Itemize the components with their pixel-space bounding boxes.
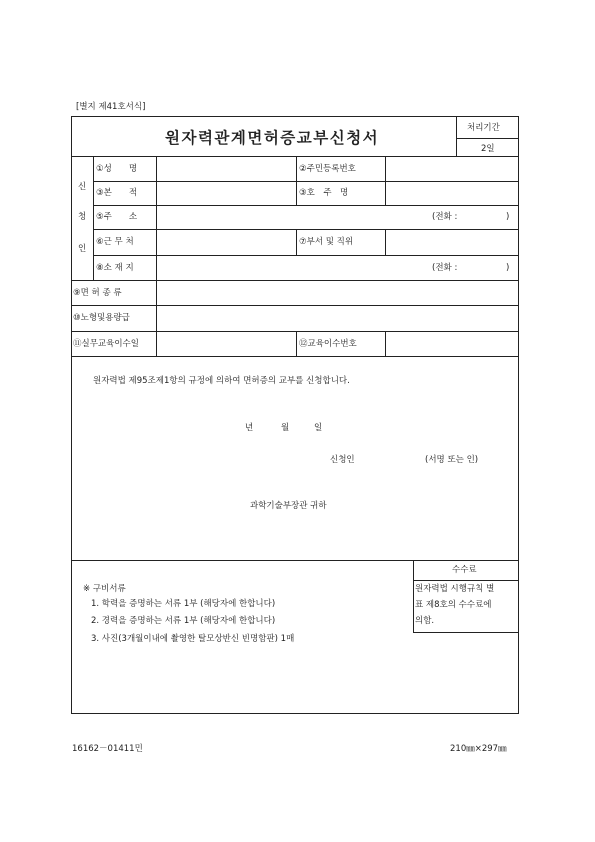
addressee: 과학기술부장관 귀하 xyxy=(250,501,327,511)
applicant-label-1: 신 xyxy=(78,182,87,192)
applicant-signature-label: 신청인 xyxy=(330,455,355,465)
divider xyxy=(71,331,519,332)
resident-no-field[interactable] xyxy=(387,158,517,179)
divider xyxy=(71,356,519,357)
household-head-field[interactable] xyxy=(387,183,517,203)
processing-period-label: 처리기간 xyxy=(467,123,500,133)
divider xyxy=(296,331,297,356)
capacity-field[interactable] xyxy=(158,307,517,329)
application-statement: 원자력법 제95조제1항의 규정에 의하여 면허증의 교부를 신청합니다. xyxy=(93,376,350,386)
divider xyxy=(456,138,519,139)
divider xyxy=(93,156,94,280)
divider xyxy=(296,229,297,255)
form-code: 16162－01411민 xyxy=(72,744,143,754)
divider xyxy=(385,229,386,255)
dept-position-label: ⑦부서 및 직위 xyxy=(299,237,354,247)
training-no-field[interactable] xyxy=(387,333,517,354)
divider xyxy=(156,156,157,356)
divider xyxy=(71,280,519,281)
form-title: 원자력관계면허증교부신청서 xyxy=(165,129,380,147)
paper-size: 210㎜×297㎜ xyxy=(450,744,507,754)
divider xyxy=(385,156,386,205)
location-field[interactable] xyxy=(158,257,428,278)
address-field[interactable] xyxy=(158,207,428,227)
signature-note: (서명 또는 인) xyxy=(425,455,479,465)
required-documents-heading: ※ 구비서류 xyxy=(83,584,126,594)
fee-description-line: 표 제8호의 수수료에 xyxy=(415,600,492,610)
fee-description-line: 의함. xyxy=(415,616,435,626)
license-type-field[interactable] xyxy=(158,282,517,303)
address-phone-field[interactable] xyxy=(468,207,504,227)
divider xyxy=(413,632,519,633)
location-phone-close: ) xyxy=(506,263,510,273)
address-phone-label: (전화 : xyxy=(432,212,458,222)
capacity-label: ⑩노형및용량급 xyxy=(73,313,130,323)
divider xyxy=(71,560,519,561)
domicile-label: ③본 적 xyxy=(96,188,138,198)
fee-label: 수수료 xyxy=(452,565,477,575)
fee-description-line: 원자력법 시행규칙 별 xyxy=(415,584,495,594)
name-label: ①성 명 xyxy=(96,164,138,174)
required-document-item: 1. 학력을 증명하는 서류 1부 (해당자에 한합니다) xyxy=(91,599,276,609)
applicant-label-3: 인 xyxy=(78,244,87,254)
date-year-label: 년 xyxy=(245,423,254,433)
workplace-label: ⑥근 무 처 xyxy=(96,237,134,247)
training-date-label: ⑪실무교육이수일 xyxy=(73,339,139,349)
divider xyxy=(71,156,519,157)
required-document-item: 2. 경력을 증명하는 서류 1부 (해당자에 한합니다) xyxy=(91,616,276,626)
resident-no-label: ②주민등록번호 xyxy=(299,164,356,174)
location-phone-label: (전화 : xyxy=(432,263,458,273)
divider xyxy=(296,156,297,205)
training-no-label: ⑫교육이수번호 xyxy=(299,339,357,349)
address-label: ⑤주 소 xyxy=(96,212,138,222)
processing-period-value: 2일 xyxy=(481,144,495,154)
location-label: ⑧소 재 지 xyxy=(96,263,134,273)
domicile-field[interactable] xyxy=(158,183,294,203)
divider xyxy=(413,580,519,581)
form-number: [별지 제41호서식] xyxy=(76,102,146,112)
location-phone-field[interactable] xyxy=(468,257,504,278)
date-day-label: 일 xyxy=(314,423,323,433)
license-type-label: ⑨면 허 종 류 xyxy=(73,288,122,298)
divider xyxy=(385,331,386,356)
signature-field[interactable] xyxy=(362,450,422,468)
household-head-label: ③호 주 명 xyxy=(299,188,349,198)
applicant-label-2: 청 xyxy=(78,212,87,222)
required-document-item: 3. 사진(3개월이내에 촬영한 탈모상반신 빈명함판) 1매 xyxy=(91,634,295,644)
divider xyxy=(71,305,519,306)
address-phone-close: ) xyxy=(506,212,510,222)
date-month-label: 월 xyxy=(281,423,290,433)
workplace-field[interactable] xyxy=(158,231,294,253)
divider xyxy=(456,117,457,157)
name-field[interactable] xyxy=(158,158,294,179)
divider xyxy=(413,560,414,632)
dept-position-field[interactable] xyxy=(387,231,517,253)
training-date-field[interactable] xyxy=(158,333,294,354)
